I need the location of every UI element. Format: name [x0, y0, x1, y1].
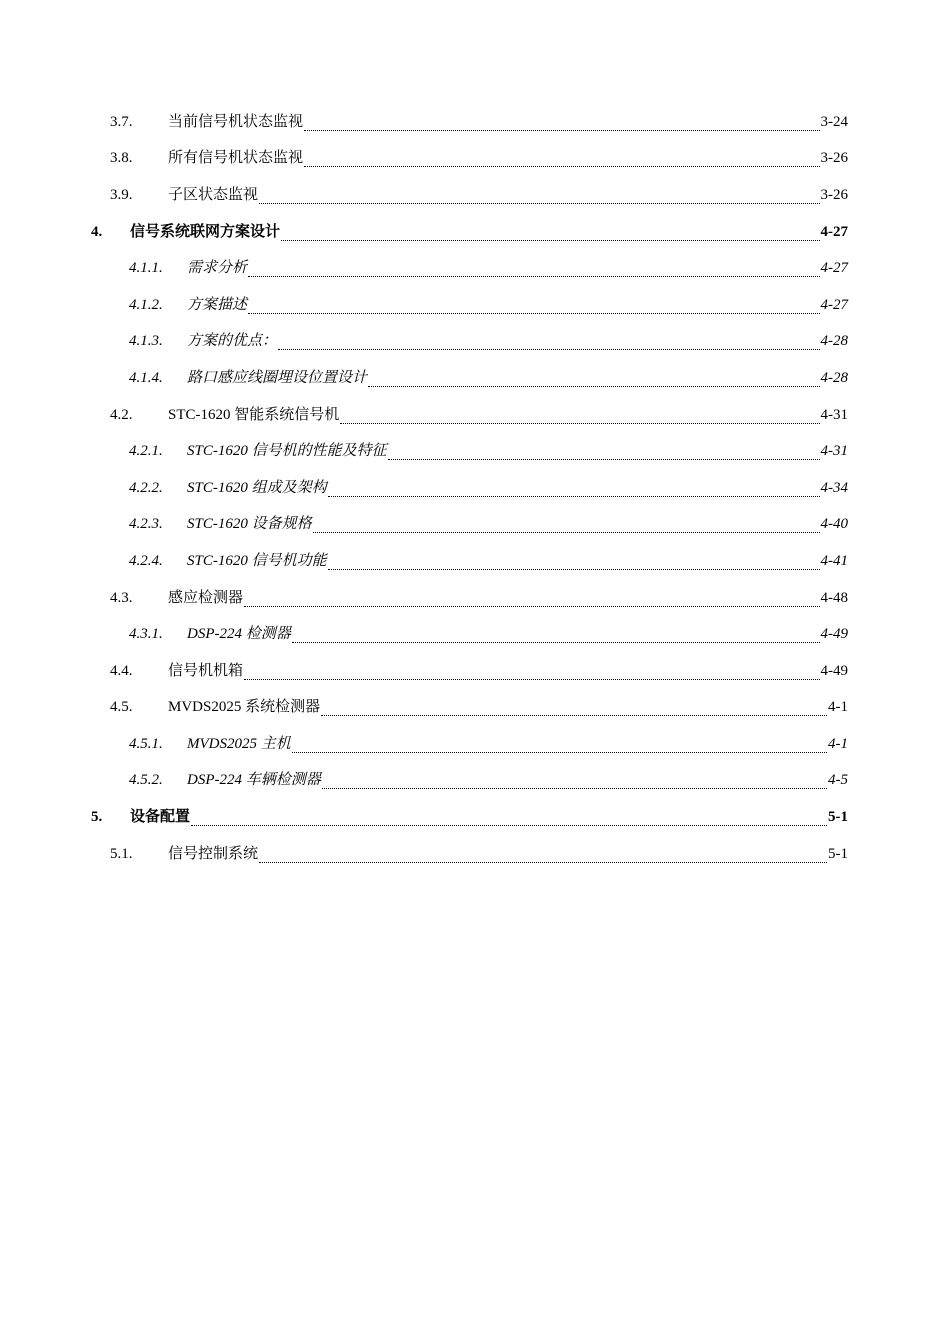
toc-entry-page: 4-1: [828, 735, 848, 752]
toc-entry-page: 4-27: [820, 296, 848, 313]
toc-entry[interactable]: [0, 397, 950, 434]
toc-entry-number: 4.2.4.: [129, 552, 163, 569]
toc-entry-title: STC-1620 信号机功能: [187, 552, 327, 569]
toc-entry-number: 4.5.1.: [129, 735, 163, 752]
toc-dot-leader: [328, 484, 820, 497]
toc-entry-number: 4.1.1.: [129, 260, 163, 277]
toc-entry-number: 4.2.: [110, 406, 133, 423]
toc-entry-number: 4.3.1.: [129, 626, 163, 643]
toc-dot-leader: [259, 850, 827, 863]
toc-entry-title: MVDS2025 主机: [187, 735, 291, 752]
toc-entry[interactable]: [0, 360, 950, 397]
toc-entry-number: 5.: [91, 809, 103, 826]
toc-entry-page: 4-31: [820, 443, 848, 460]
toc-entry[interactable]: [0, 616, 950, 653]
toc-entry-page: 4-34: [820, 479, 848, 496]
toc-entry[interactable]: [0, 763, 950, 800]
toc-entry-title: 信号系统联网方案设计: [130, 223, 281, 240]
toc-entry-title: STC-1620 设备规格: [187, 516, 312, 533]
toc-entry-title: STC-1620 信号机的性能及特征: [187, 443, 387, 460]
toc-entry-page: 3-26: [820, 150, 848, 167]
toc-entry-page: 5-1: [828, 809, 848, 826]
toc-entry-title: STC-1620 组成及架构: [187, 479, 327, 496]
toc-entry-page: 4-28: [820, 333, 848, 350]
toc-entry-title: 所有信号机状态监视: [168, 150, 304, 167]
toc-dot-leader: [313, 520, 820, 533]
toc-entry-number: 4.3.: [110, 589, 133, 606]
toc-dot-leader: [340, 411, 819, 424]
toc-entry[interactable]: [0, 433, 950, 470]
toc-entry-page: 3-24: [820, 113, 848, 130]
toc-entry[interactable]: [0, 836, 950, 873]
toc-entry[interactable]: [0, 250, 950, 287]
toc-entry-page: 4-49: [820, 662, 848, 679]
table-of-contents: [0, 104, 950, 872]
toc-dot-leader: [388, 447, 820, 460]
toc-entry-page: 4-27: [820, 223, 848, 240]
toc-dot-leader: [244, 594, 819, 607]
toc-entry[interactable]: [0, 799, 950, 836]
toc-entry-number: 4.2.3.: [129, 516, 163, 533]
toc-entry-number: 4.1.4.: [129, 369, 163, 386]
toc-entry-page: 4-1: [828, 699, 848, 716]
toc-entry-number: 3.7.: [110, 113, 133, 130]
toc-dot-leader: [292, 740, 827, 753]
toc-dot-leader: [304, 154, 819, 167]
toc-entry-title: 方案的优点：: [187, 333, 278, 350]
toc-dot-leader: [244, 667, 819, 680]
toc-entry-title: 设备配置: [130, 809, 191, 826]
toc-dot-leader: [322, 776, 827, 789]
toc-entry-number: 4.1.3.: [129, 333, 163, 350]
toc-entry[interactable]: [0, 287, 950, 324]
toc-entry[interactable]: [0, 470, 950, 507]
toc-entry-page: 4-40: [820, 516, 848, 533]
toc-entry-number: 4.5.: [110, 699, 133, 716]
toc-dot-leader: [259, 191, 819, 204]
toc-entry-title: 当前信号机状态监视: [168, 113, 304, 130]
toc-dot-leader: [248, 301, 819, 314]
toc-entry-title: 信号控制系统: [168, 845, 259, 862]
toc-entry-title: 子区状态监视: [168, 186, 259, 203]
toc-entry-title: MVDS2025 系统检测器: [168, 699, 321, 716]
toc-entry-page: 4-5: [828, 772, 848, 789]
toc-entry[interactable]: [0, 177, 950, 214]
toc-entry-page: 4-48: [820, 589, 848, 606]
toc-entry[interactable]: [0, 214, 950, 251]
toc-entry-page: 4-49: [820, 626, 848, 643]
toc-entry[interactable]: [0, 507, 950, 544]
toc-entry-page: 4-41: [820, 552, 848, 569]
toc-entry[interactable]: [0, 580, 950, 617]
toc-dot-leader: [321, 703, 827, 716]
toc-entry[interactable]: [0, 104, 950, 141]
toc-entry-number: 4.2.1.: [129, 443, 163, 460]
toc-entry[interactable]: [0, 653, 950, 690]
toc-entry[interactable]: [0, 141, 950, 178]
toc-entry-page: 4-27: [820, 260, 848, 277]
toc-entry-title: DSP-224 车辆检测器: [187, 772, 321, 789]
toc-entry[interactable]: [0, 324, 950, 361]
toc-entry-page: 4-28: [820, 369, 848, 386]
toc-dot-leader: [328, 557, 820, 570]
toc-dot-leader: [281, 228, 819, 241]
toc-entry-number: 4.1.2.: [129, 296, 163, 313]
toc-dot-leader: [368, 374, 819, 387]
toc-dot-leader: [248, 264, 819, 277]
toc-entry-page: 4-31: [820, 406, 848, 423]
toc-entry-page: 3-26: [820, 186, 848, 203]
toc-entry-title: STC-1620 智能系统信号机: [168, 406, 340, 423]
toc-entry-title: 信号机机箱: [168, 662, 244, 679]
toc-entry-page: 5-1: [828, 845, 848, 862]
toc-entry-title: 需求分析: [187, 260, 248, 277]
toc-entry-number: 4.5.2.: [129, 772, 163, 789]
toc-dot-leader: [292, 630, 820, 643]
toc-entry-number: 3.9.: [110, 186, 133, 203]
toc-entry-number: 4.4.: [110, 662, 133, 679]
toc-entry[interactable]: [0, 690, 950, 727]
toc-dot-leader: [304, 118, 819, 131]
toc-entry-title: 路口感应线圈埋设位置设计: [187, 369, 368, 386]
toc-entry-number: 4.2.2.: [129, 479, 163, 496]
toc-entry[interactable]: [0, 543, 950, 580]
toc-entry-title: 感应检测器: [168, 589, 244, 606]
toc-entry-title: 方案描述: [187, 296, 248, 313]
toc-entry-number: 3.8.: [110, 150, 133, 167]
toc-entry-number: 5.1.: [110, 845, 133, 862]
toc-dot-leader: [191, 813, 827, 826]
toc-dot-leader: [278, 337, 819, 350]
toc-entry-title: DSP-224 检测器: [187, 626, 291, 643]
toc-entry-number: 4.: [91, 223, 103, 240]
toc-entry[interactable]: [0, 726, 950, 763]
